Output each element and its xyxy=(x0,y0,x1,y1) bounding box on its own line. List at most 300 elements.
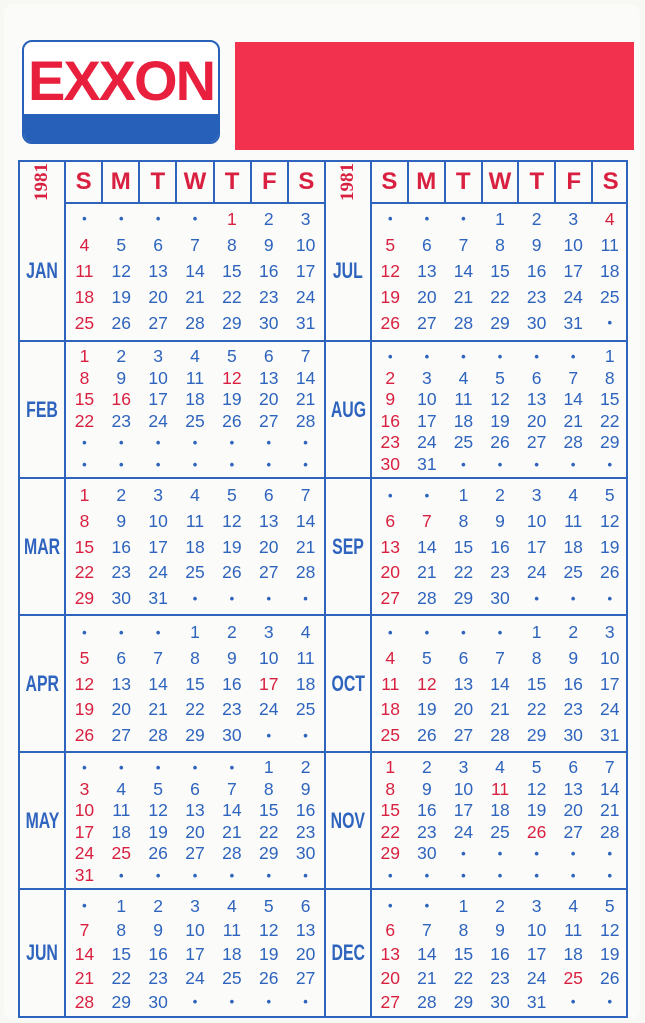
week-row xyxy=(66,346,324,368)
blank-day-dot: • xyxy=(607,315,613,330)
day-number: 27 xyxy=(563,821,583,842)
day-number: 10 xyxy=(526,920,547,940)
blank-day-dot: • xyxy=(497,625,503,640)
day-number: 22 xyxy=(185,699,205,720)
blank-day-dot: • xyxy=(424,349,430,364)
blank-day-dot: • xyxy=(607,456,613,472)
day-number: 4 xyxy=(568,485,579,505)
day-number: 15 xyxy=(453,536,474,557)
week-row xyxy=(66,483,324,509)
day-number: 19 xyxy=(111,287,132,307)
day-number: 28 xyxy=(148,725,168,746)
day-number: 22 xyxy=(74,562,95,583)
blank-day-dot: • xyxy=(388,211,393,226)
blank-day-dot: • xyxy=(192,994,198,1009)
blank-day-dot: • xyxy=(266,435,271,450)
week-row xyxy=(372,509,628,535)
day-number: 29 xyxy=(74,588,95,609)
blank-day-dot: • xyxy=(119,456,124,472)
day-number: 18 xyxy=(453,410,474,431)
month-name xyxy=(326,616,372,751)
day-number: 3 xyxy=(153,485,164,505)
day-number: 4 xyxy=(495,757,505,777)
day-number: 28 xyxy=(185,313,205,333)
day-number: 15 xyxy=(258,800,279,820)
day-number: 22 xyxy=(453,968,474,988)
day-number: 9 xyxy=(227,647,237,668)
day-number: 25 xyxy=(185,410,205,431)
week-row xyxy=(66,509,324,535)
day-number: 8 xyxy=(495,235,505,255)
day-number: 27 xyxy=(148,313,168,333)
day-number: 20 xyxy=(380,968,401,988)
day-number: 20 xyxy=(295,944,316,964)
day-number: 29 xyxy=(380,843,401,863)
blank-day-dot: • xyxy=(534,846,539,861)
day-number: 11 xyxy=(185,510,205,531)
day-number: 8 xyxy=(531,647,542,668)
month-name-label: NOV xyxy=(330,807,366,833)
blank-day-dot: • xyxy=(461,456,466,472)
month-name xyxy=(326,753,372,888)
day-number: 27 xyxy=(380,588,401,609)
day-number: 19 xyxy=(600,944,620,964)
day-number: 23 xyxy=(490,562,510,583)
week-row xyxy=(372,966,628,990)
day-number: 12 xyxy=(380,261,401,281)
day-number: 6 xyxy=(568,757,579,777)
blank-day-dot: • xyxy=(192,211,198,226)
week-row xyxy=(66,723,324,749)
day-number: 14 xyxy=(185,261,205,281)
blank-day-dot: • xyxy=(303,728,308,744)
day-number: 10 xyxy=(148,510,168,531)
day-number: 22 xyxy=(380,821,401,842)
day-number: 17 xyxy=(600,673,620,694)
day-number: 8 xyxy=(79,367,90,388)
weekday-header: T xyxy=(444,162,481,202)
blank-day-dot: • xyxy=(570,867,576,883)
blank-day-dot: • xyxy=(229,435,235,450)
day-number: 13 xyxy=(111,673,132,694)
day-number: 5 xyxy=(227,346,237,366)
month-block-feb xyxy=(20,340,324,477)
week-row xyxy=(372,389,628,411)
blank-day-dot: • xyxy=(229,994,235,1009)
week-row xyxy=(372,620,628,646)
day-number: 30 xyxy=(490,588,510,609)
day-number: 17 xyxy=(148,536,168,557)
weekday-header: M xyxy=(407,162,444,202)
day-number: 30 xyxy=(380,453,401,474)
day-number: 8 xyxy=(458,920,469,940)
months-column xyxy=(20,202,324,1016)
day-number: 2 xyxy=(227,622,237,642)
day-number: 2 xyxy=(116,485,127,505)
day-number: 7 xyxy=(422,510,432,531)
day-number: 30 xyxy=(258,313,279,333)
day-number: 22 xyxy=(490,287,510,307)
day-number: 11 xyxy=(454,389,473,409)
month-name xyxy=(20,753,66,888)
month-name-label: JAN xyxy=(26,258,58,283)
year-label: 1981 xyxy=(31,163,52,201)
month-name-label: MAR xyxy=(23,533,61,559)
blank-day-dot: • xyxy=(607,994,613,1009)
week-row xyxy=(66,454,324,476)
day-number: 25 xyxy=(563,562,583,583)
day-number: 23 xyxy=(111,410,132,431)
day-number: 24 xyxy=(526,968,547,988)
week-row xyxy=(66,232,324,258)
blank-day-dot: • xyxy=(119,211,124,226)
day-number: 21 xyxy=(417,562,437,583)
day-number: 28 xyxy=(295,562,316,583)
day-number: 26 xyxy=(417,725,437,746)
day-number: 10 xyxy=(417,389,437,409)
day-number: 31 xyxy=(600,725,620,746)
weekday-header: T xyxy=(213,162,250,202)
week-row xyxy=(66,368,324,390)
day-number: 26 xyxy=(74,725,95,746)
blank-day-dot: • xyxy=(303,456,308,472)
month-block-nov xyxy=(326,751,628,888)
day-number: 10 xyxy=(74,800,95,820)
day-number: 12 xyxy=(222,510,242,531)
blank-day-dot: • xyxy=(534,867,539,883)
week-row xyxy=(372,560,628,586)
day-number: 15 xyxy=(222,261,242,281)
month-name xyxy=(20,202,66,340)
day-number: 21 xyxy=(185,287,205,307)
day-number: 14 xyxy=(417,944,437,964)
day-number: 13 xyxy=(258,510,279,531)
day-number: 5 xyxy=(263,896,274,916)
day-number: 26 xyxy=(258,968,279,988)
blank-day-dot: • xyxy=(388,867,393,883)
day-number: 7 xyxy=(190,235,200,255)
day-number: 4 xyxy=(116,778,127,799)
month-block-jun xyxy=(20,888,324,1016)
weekday-header: T xyxy=(138,162,175,202)
day-number: 16 xyxy=(111,389,132,409)
months-column xyxy=(326,202,628,1016)
day-number: 20 xyxy=(453,699,474,720)
day-number: 28 xyxy=(600,821,620,842)
day-number: 18 xyxy=(380,699,401,720)
day-number: 15 xyxy=(74,536,95,557)
day-number: 24 xyxy=(148,410,168,431)
day-number: 9 xyxy=(153,920,164,940)
calendar-half-right xyxy=(324,162,628,1016)
month-block-jul xyxy=(326,202,628,340)
weekday-header: F xyxy=(250,162,287,202)
day-number: 16 xyxy=(380,410,401,431)
day-number: 15 xyxy=(74,389,95,409)
day-number: 5 xyxy=(227,485,237,505)
blank-day-dot: • xyxy=(461,867,466,883)
day-number: 30 xyxy=(417,843,437,863)
blank-day-dot: • xyxy=(497,846,503,861)
day-number: 22 xyxy=(258,821,279,842)
week-row xyxy=(372,672,628,698)
blank-day-dot: • xyxy=(497,456,503,472)
day-number: 19 xyxy=(222,389,242,409)
day-number: 30 xyxy=(563,725,583,746)
week-row xyxy=(372,535,628,561)
day-number: 12 xyxy=(258,920,279,940)
day-number: 8 xyxy=(604,367,615,388)
weekday-header: W xyxy=(481,162,518,202)
day-number: 3 xyxy=(458,757,469,777)
week-row xyxy=(66,822,324,844)
day-number: 24 xyxy=(258,699,279,720)
day-number: 8 xyxy=(79,510,90,531)
weekday-header-row xyxy=(66,162,324,204)
day-number: 13 xyxy=(526,389,547,409)
month-name-label: JUL xyxy=(333,258,363,283)
day-number: 31 xyxy=(148,588,168,609)
week-row xyxy=(372,258,628,284)
day-number: 27 xyxy=(453,725,474,746)
day-number: 13 xyxy=(148,261,168,281)
day-number: 6 xyxy=(531,367,542,388)
day-grid xyxy=(66,483,324,610)
day-number: 2 xyxy=(422,757,432,777)
day-number: 7 xyxy=(227,778,237,799)
exxon-logo xyxy=(22,40,220,144)
day-number: 17 xyxy=(185,944,205,964)
day-number: 9 xyxy=(116,367,127,388)
week-row xyxy=(372,757,628,779)
day-number: 22 xyxy=(74,410,95,431)
week-row xyxy=(372,918,628,942)
blank-day-dot: • xyxy=(155,435,161,450)
day-number: 31 xyxy=(417,453,437,474)
year-cell xyxy=(326,162,372,202)
day-number: 16 xyxy=(490,944,510,964)
day-number: 8 xyxy=(385,778,396,799)
day-number: 6 xyxy=(190,778,200,799)
day-number: 24 xyxy=(295,287,316,307)
day-number: 25 xyxy=(111,843,132,863)
week-row xyxy=(372,779,628,801)
day-number: 4 xyxy=(385,647,396,668)
month-name-label: FEB xyxy=(26,396,58,422)
day-number: 11 xyxy=(600,235,619,255)
day-number: 19 xyxy=(526,800,547,820)
day-number: 8 xyxy=(263,778,274,799)
day-number: 13 xyxy=(453,673,474,694)
day-number: 5 xyxy=(531,757,542,777)
blank-day-dot: • xyxy=(303,591,308,607)
day-number: 29 xyxy=(453,588,474,609)
blank-day-dot: • xyxy=(570,846,576,861)
day-number: 20 xyxy=(526,410,547,431)
day-number: 26 xyxy=(600,562,620,583)
week-row xyxy=(372,483,628,509)
day-number: 4 xyxy=(300,622,311,642)
day-number: 25 xyxy=(600,287,620,307)
day-number: 26 xyxy=(111,313,132,333)
day-number: 9 xyxy=(300,778,311,799)
month-block-sep xyxy=(326,477,628,614)
week-row xyxy=(66,258,324,284)
day-number: 11 xyxy=(222,920,241,940)
day-number: 8 xyxy=(227,235,237,255)
day-number: 16 xyxy=(417,800,437,820)
day-number: 6 xyxy=(385,510,396,531)
day-number: 15 xyxy=(185,673,205,694)
week-row xyxy=(66,389,324,411)
day-number: 11 xyxy=(490,778,510,799)
week-row xyxy=(66,918,324,942)
day-number: 14 xyxy=(417,536,437,557)
day-number: 13 xyxy=(185,800,205,820)
weekday-header: S xyxy=(287,162,324,202)
month-block-aug xyxy=(326,340,628,477)
day-number: 23 xyxy=(222,699,242,720)
day-number: 6 xyxy=(263,346,274,366)
blank-day-dot: • xyxy=(388,349,393,364)
day-number: 18 xyxy=(111,821,132,842)
month-name xyxy=(20,890,66,1016)
day-number: 1 xyxy=(458,896,469,916)
day-number: 3 xyxy=(300,209,311,229)
week-row xyxy=(372,990,628,1014)
day-number: 30 xyxy=(295,843,316,863)
day-number: 6 xyxy=(116,647,127,668)
day-number: 23 xyxy=(258,287,279,307)
day-number: 3 xyxy=(190,896,200,916)
day-number: 13 xyxy=(258,367,279,388)
day-number: 4 xyxy=(227,896,237,916)
blank-day-dot: • xyxy=(119,625,124,640)
day-number: 10 xyxy=(453,778,474,799)
day-number: 12 xyxy=(222,367,242,388)
day-number: 1 xyxy=(79,485,90,505)
week-row xyxy=(372,697,628,723)
day-number: 22 xyxy=(526,699,547,720)
day-grid xyxy=(372,483,628,610)
day-number: 13 xyxy=(380,536,401,557)
day-grid xyxy=(372,346,628,473)
weekday-header: S xyxy=(591,162,628,202)
day-number: 11 xyxy=(185,367,205,388)
blank-day-dot: • xyxy=(461,846,466,861)
day-number: 17 xyxy=(417,410,437,431)
day-number: 13 xyxy=(417,261,437,281)
day-number: 30 xyxy=(490,992,510,1012)
week-row xyxy=(66,310,324,336)
day-number: 25 xyxy=(185,562,205,583)
day-number: 30 xyxy=(222,725,242,746)
day-number: 6 xyxy=(385,920,396,940)
day-number: 3 xyxy=(263,622,274,642)
day-number: 19 xyxy=(490,410,510,431)
day-number: 26 xyxy=(222,562,242,583)
blank-day-dot: • xyxy=(229,456,235,472)
blank-day-dot: • xyxy=(119,435,124,450)
day-number: 9 xyxy=(531,235,542,255)
day-number: 14 xyxy=(453,261,474,281)
day-number: 10 xyxy=(563,235,583,255)
day-number: 5 xyxy=(116,235,127,255)
day-number: 6 xyxy=(300,896,311,916)
day-number: 12 xyxy=(600,510,620,531)
day-number: 14 xyxy=(563,389,583,409)
blank-day-dot: • xyxy=(229,591,235,607)
week-row xyxy=(66,990,324,1014)
week-row xyxy=(372,865,628,887)
day-number: 22 xyxy=(222,287,242,307)
week-row xyxy=(66,800,324,822)
day-number: 11 xyxy=(381,673,400,694)
day-number: 19 xyxy=(222,536,242,557)
day-number: 15 xyxy=(380,800,401,820)
day-number: 26 xyxy=(148,843,168,863)
blank-day-dot: • xyxy=(461,349,466,364)
day-number: 1 xyxy=(458,485,469,505)
day-number: 7 xyxy=(153,647,164,668)
day-number: 29 xyxy=(258,843,279,863)
day-number: 17 xyxy=(74,821,95,842)
day-number: 12 xyxy=(74,673,95,694)
blank-day-dot: • xyxy=(192,435,198,450)
day-grid xyxy=(66,346,324,473)
day-number: 21 xyxy=(295,389,316,409)
blank-day-dot: • xyxy=(461,211,466,226)
week-row xyxy=(66,535,324,561)
day-number: 14 xyxy=(222,800,242,820)
day-number: 21 xyxy=(295,536,316,557)
blank-day-dot: • xyxy=(192,760,198,775)
month-name-label: SEP xyxy=(332,533,364,559)
day-number: 8 xyxy=(458,510,469,531)
day-number: 12 xyxy=(600,920,620,940)
day-number: 12 xyxy=(111,261,132,281)
day-number: 18 xyxy=(185,536,205,557)
logo-blue-bar xyxy=(24,114,218,142)
day-number: 30 xyxy=(111,588,132,609)
day-number: 12 xyxy=(490,389,510,409)
blank-day-dot: • xyxy=(424,867,430,883)
blank-day-dot: • xyxy=(424,898,430,913)
day-number: 2 xyxy=(263,209,274,229)
blank-day-dot: • xyxy=(570,456,576,472)
day-number: 27 xyxy=(258,410,279,431)
week-row xyxy=(372,368,628,390)
day-number: 24 xyxy=(417,432,437,452)
blank-day-dot: • xyxy=(82,760,87,775)
day-number: 21 xyxy=(148,699,168,720)
day-number: 5 xyxy=(385,235,396,255)
day-number: 15 xyxy=(453,944,474,964)
day-number: 14 xyxy=(295,510,316,531)
day-number: 29 xyxy=(185,725,205,746)
day-grid xyxy=(372,206,628,336)
week-row xyxy=(372,346,628,368)
weekday-header: S xyxy=(381,168,398,195)
blank-day-dot: • xyxy=(155,625,161,640)
month-name xyxy=(20,342,66,477)
blank-day-dot: • xyxy=(303,867,308,883)
month-block-jan xyxy=(20,202,324,340)
day-number: 29 xyxy=(490,313,510,333)
blank-day-dot: • xyxy=(155,211,161,226)
day-grid xyxy=(66,620,324,747)
day-number: 14 xyxy=(600,778,620,799)
